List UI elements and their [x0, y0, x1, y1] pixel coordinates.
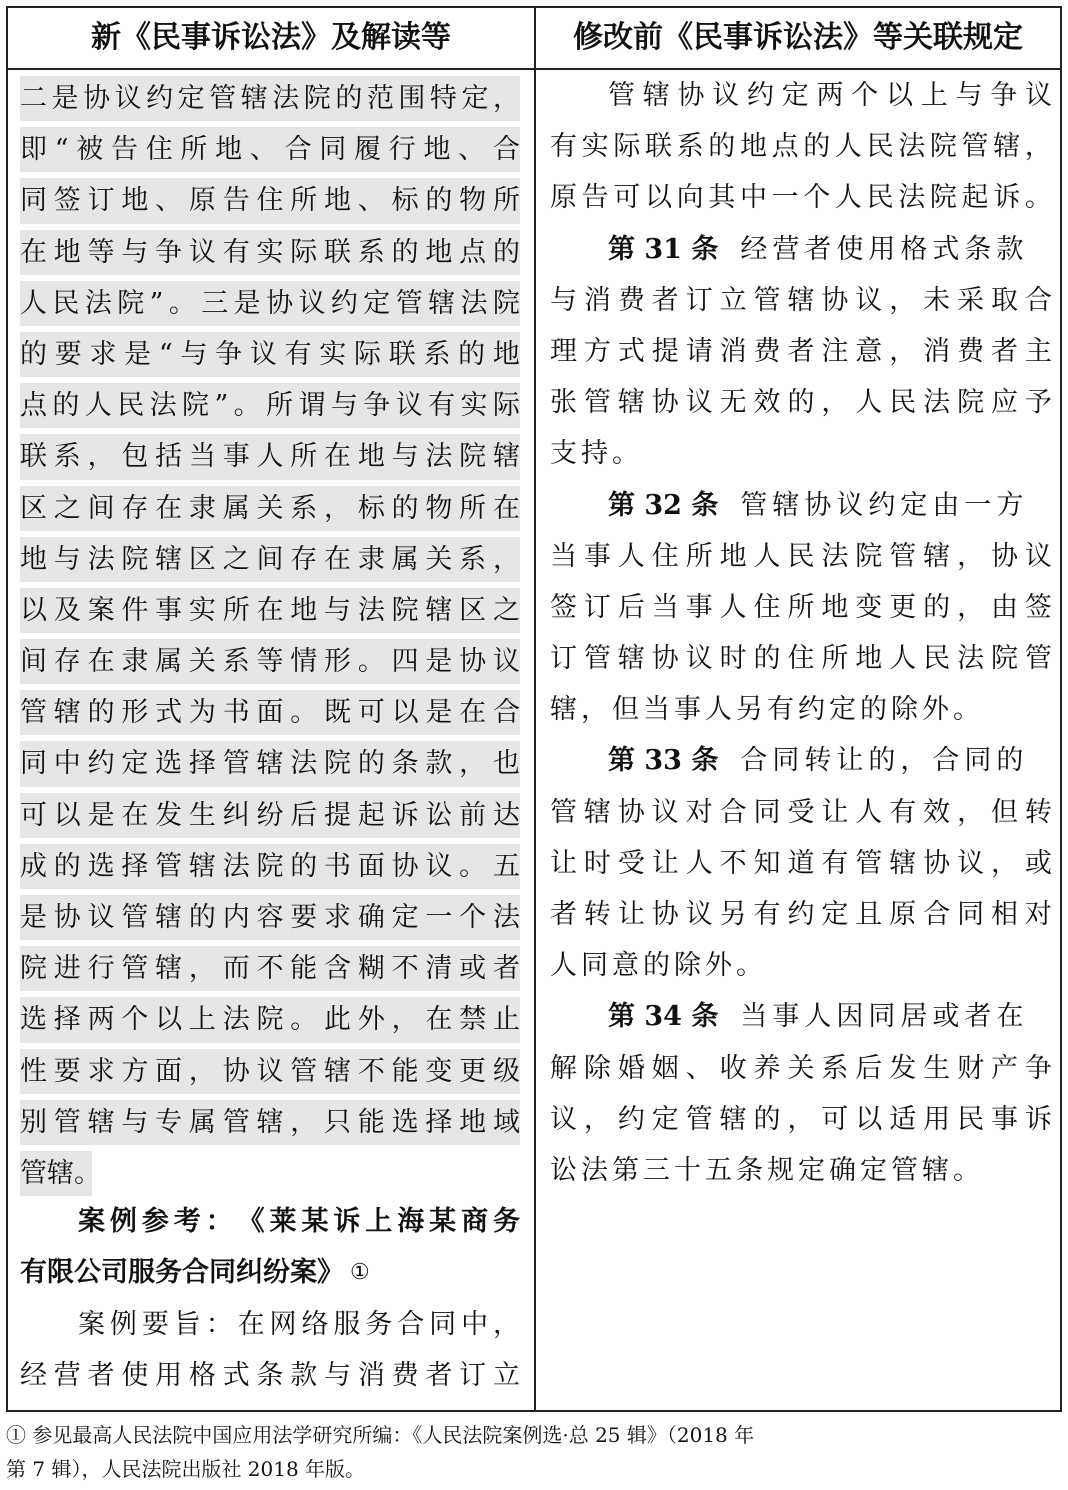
highlighted-text-line: 以 及 案 件 事 实 所 在 地 与 法 院 辖 区 之 — [20, 588, 520, 633]
case-title-line — [20, 1247, 520, 1298]
comparison-table — [6, 6, 1062, 1412]
text-line: 者 转 让 协 议 另 有 约 定 且 原 合 同 相 对 — [550, 899, 1052, 930]
highlighted-text-line: 点 的 人 民 法 院 ” 。 所 谓 与 争 议 有 实 际 — [20, 383, 520, 428]
left-column — [20, 70, 520, 1401]
highlighted-text-line: 二 是 协 议 约 定 管 辖 法 院 的 范 围 特 定 ， — [20, 76, 520, 121]
highlighted-text-line: 联 系 ， 包 括 当 事 人 所 在 地 与 法 院 辖 — [20, 434, 520, 479]
footnote-marker: ① — [350, 1260, 370, 1286]
text-line: 当 事 人 住 所 地 人 民 法 院 管 辖 ， 协 议 — [550, 540, 1052, 572]
highlighted-text-line: 是 协 议 管 辖 的 内 容 要 求 确 定 一 个 法 — [20, 895, 520, 940]
highlighted-text-line: 选 择 两 个 以 上 法 院 。 此 外 ， 在 禁 止 — [20, 997, 520, 1042]
article-text: 经营者使用格式条款 — [740, 233, 1029, 265]
text-line: 订 管 辖 协 议 时 的 住 所 地 人 民 法 院 管 — [550, 643, 1052, 675]
text-line: 支持。 — [550, 438, 643, 470]
article-text: 管辖协议约定由一方 — [740, 489, 1029, 521]
highlighted-text-line: 可 以 是 在 发 生 纠 纷 后 提 起 诉 讼 前 达 — [20, 793, 520, 838]
text-line: 签 订 后 当 事 人 住 所 地 变 更 的 ， 由 签 — [550, 591, 1052, 623]
article-first-line — [550, 480, 1052, 531]
highlighted-text-line: 即 “ 被 告 住 所 地 、 合 同 履 行 地 、 合 — [20, 127, 520, 172]
highlighted-text-line: 别 管 辖 与 专 属 管 辖 ， 只 能 选 择 地 域 — [20, 1100, 520, 1145]
highlighted-text-line: 成 的 选 择 管 辖 法 院 的 书 面 协 议 。 五 — [20, 844, 520, 889]
highlighted-text-line: 地 与 法 院 辖 区 之 间 存 在 隶 属 关 系 ， — [20, 537, 520, 582]
article-label: 第 33 条 — [608, 745, 719, 777]
footnote-line: ① 参见最高人民法院中国应用法学研究所编：《人民法院案例选·总 25 辑》（2018 年 — [6, 1423, 755, 1447]
highlighted-text-line: 同 中 约 定 选 择 管 辖 法 院 的 条 款 ， 也 — [20, 741, 520, 786]
article-label: 第 34 条 — [608, 1001, 719, 1033]
text-line: 有 实 际 联 系 的 地 点 的 人 民 法 院 管 辖 ， — [550, 131, 1052, 163]
text-line: 张 管 辖 协 议 无 效 的 ， 人 民 法 院 应 予 — [550, 387, 1052, 419]
highlighted-text-line: 人 民 法 院 ” 。 三 是 协 议 约 定 管 辖 法 院 — [20, 281, 520, 326]
text-line: 让 时 受 让 人 不 知 道 有 管 辖 协 议 ， 或 — [550, 847, 1052, 879]
highlighted-text-line: 在 地 等 与 争 议 有 实 际 联 系 的 地 点 的 — [20, 230, 520, 275]
text-line: 解 除 婚 姻 、 收 养 关 系 后 发 生 财 产 争 — [550, 1052, 1052, 1084]
case-title-text: 有限公司服务合同纠纷案》 — [20, 1257, 344, 1289]
article-first-line — [550, 735, 1052, 786]
text-line: 管 辖 协 议 对 合 同 受 让 人 有 效 ， 但 转 — [550, 796, 1052, 828]
text-line: 讼法第三十五条规定确定管辖。 — [550, 1154, 984, 1186]
text-line: 理 方 式 提 请 消 费 者 注 意 ， 消 费 者 主 — [550, 335, 1052, 367]
highlighted-text-line: 的 要 求 是 “ 与 争 议 有 实 际 联 系 的 地 — [20, 332, 520, 377]
text-line: 人同意的除外。 — [550, 950, 767, 982]
article-first-line — [550, 991, 1052, 1042]
right-column-title: 修改前《民事诉讼法》等关联规定 — [573, 20, 1023, 55]
highlighted-text-line: 管 辖 的 形 式 为 书 面 。 既 可 以 是 在 合 — [20, 690, 520, 735]
text-line: 管 辖 协 议 约 定 两 个 以 上 与 争 议 — [608, 80, 1052, 111]
highlighted-text-line: 管辖。 — [20, 1151, 92, 1196]
footnote — [6, 1418, 1062, 1486]
article-label: 第 32 条 — [608, 489, 719, 521]
highlighted-text-line: 同 签 订 地 、 原 告 住 所 地 、 标 的 物 所 — [20, 178, 520, 223]
highlighted-text-line: 性 要 求 方 面 ， 协 议 管 辖 不 能 变 更 级 — [20, 1049, 520, 1094]
text-line: 辖，但当事人另有约定的除外。 — [550, 694, 984, 726]
highlighted-text-line: 间 存 在 隶 属 关 系 等 情 形 。 四 是 协 议 — [20, 639, 520, 684]
left-column-title: 新《民事诉讼法》及解读等 — [91, 20, 451, 55]
text-line: 议 ， 约 定 管 辖 的 ， 可 以 适 用 民 事 诉 — [550, 1103, 1052, 1135]
highlighted-text-line: 院 进 行 管 辖 ， 而 不 能 含 糊 不 清 或 者 — [20, 946, 520, 991]
case-point-line: 经 营 者 使 用 格 式 条 款 与 消 费 者 订 立 — [20, 1359, 520, 1391]
article-text: 当事人因同居或者在 — [740, 1001, 1029, 1033]
text-line: 与 消 费 者 订 立 管 辖 协 议 ， 未 采 取 合 — [550, 284, 1052, 316]
article-first-line — [550, 224, 1052, 275]
footnote-line: 第 7 辑），人民法院出版社 2018 年版。 — [6, 1457, 366, 1481]
highlighted-text-line: 区 之 间 存 在 隶 属 关 系 ， 标 的 物 所 在 — [20, 486, 520, 531]
article-label: 第 31 条 — [608, 233, 719, 265]
article-text: 合同转让的，合同的 — [740, 745, 1029, 777]
case-point-line: 案 例 要 旨 ： 在 网 络 服 务 合 同 中 ， — [78, 1308, 520, 1340]
case-title-line: 案 例 参 考 ： 《 莱 某 诉 上 海 某 商 务 — [78, 1206, 520, 1238]
text-line: 原 告 可 以 向 其 中 一 个 人 民 法 院 起 诉 。 — [550, 182, 1052, 214]
right-column — [550, 70, 1052, 1196]
column-divider — [534, 8, 536, 1410]
